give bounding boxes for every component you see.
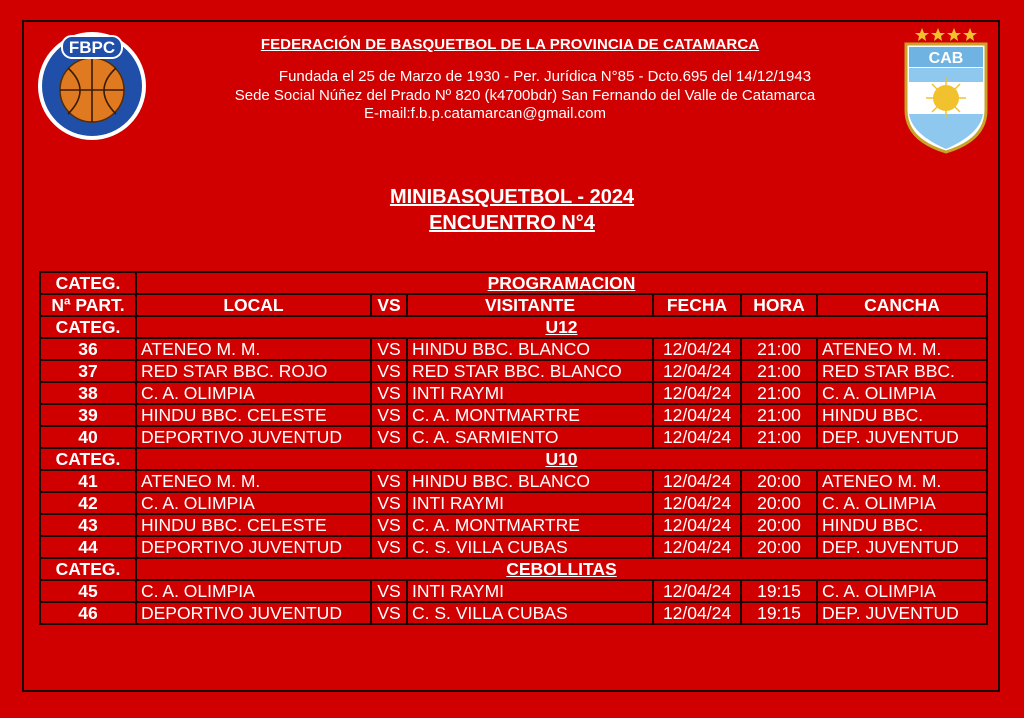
col-header-vs: VS [371, 294, 407, 316]
vs-label: VS [371, 338, 407, 360]
match-time: 20:00 [741, 492, 817, 514]
visiting-team: C. A. MONTMARTRE [407, 404, 653, 426]
categ-header: CATEG. [40, 272, 136, 294]
category-row [40, 558, 987, 580]
vs-label: VS [371, 492, 407, 514]
email-line: E-mail:f.b.p.catamarcan@gmail.com [364, 105, 606, 122]
fbpc-logo [36, 30, 148, 142]
visiting-team: HINDU BBC. BLANCO [407, 338, 653, 360]
visiting-team: C. A. SARMIENTO [407, 426, 653, 448]
match-number: 41 [40, 470, 136, 492]
table-row [40, 338, 987, 360]
col-header-fecha: FECHA [653, 294, 741, 316]
table-row [40, 602, 987, 624]
visiting-team: INTI RAYMI [407, 580, 653, 602]
table-row [40, 426, 987, 448]
category-row [40, 448, 987, 470]
match-date: 12/04/24 [653, 360, 741, 382]
table-row [40, 382, 987, 404]
court: HINDU BBC. [817, 404, 987, 426]
match-number: 43 [40, 514, 136, 536]
court: HINDU BBC. [817, 514, 987, 536]
col-header-hora: HORA [741, 294, 817, 316]
court: C. A. OLIMPIA [817, 382, 987, 404]
match-date: 12/04/24 [653, 580, 741, 602]
court: C. A. OLIMPIA [817, 580, 987, 602]
category-name: U12 [136, 316, 987, 338]
match-time: 21:00 [741, 360, 817, 382]
vs-label: VS [371, 470, 407, 492]
court: DEP. JUVENTUD [817, 426, 987, 448]
court: C. A. OLIMPIA [817, 492, 987, 514]
vs-label: VS [371, 426, 407, 448]
col-header-local: LOCAL [136, 294, 371, 316]
match-time: 19:15 [741, 580, 817, 602]
match-time: 20:00 [741, 470, 817, 492]
match-date: 12/04/24 [653, 492, 741, 514]
visiting-team: INTI RAYMI [407, 382, 653, 404]
federation-title: FEDERACIÓN DE BASQUETBOL DE LA PROVINCIA DE CATAMARCA [260, 36, 760, 53]
match-number: 38 [40, 382, 136, 404]
event-subtitle: ENCUENTRO N°4 [429, 212, 595, 234]
category-name: CEBOLLITAS [136, 558, 987, 580]
visiting-team: HINDU BBC. BLANCO [407, 470, 653, 492]
visiting-team: C. S. VILLA CUBAS [407, 536, 653, 558]
visiting-team: C. A. MONTMARTRE [407, 514, 653, 536]
local-team: HINDU BBC. CELESTE [136, 404, 371, 426]
founded-line: Fundada el 25 de Marzo de 1930 - Per. Jurídica N°85 - Dcto.695 del 14/12/1943 [278, 68, 812, 85]
category-row [40, 316, 987, 338]
court: ATENEO M. M. [817, 338, 987, 360]
local-team: C. A. OLIMPIA [136, 580, 371, 602]
vs-label: VS [371, 404, 407, 426]
local-team: C. A. OLIMPIA [136, 492, 371, 514]
match-time: 21:00 [741, 404, 817, 426]
match-time: 20:00 [741, 536, 817, 558]
table-row [40, 580, 987, 602]
vs-label: VS [371, 536, 407, 558]
visiting-team: C. S. VILLA CUBAS [407, 602, 653, 624]
address-line: Sede Social Núñez del Prado Nº 820 (k4700bdr) San Fernando del Valle de Catamarca [234, 87, 816, 104]
vs-label: VS [371, 360, 407, 382]
match-number: 39 [40, 404, 136, 426]
table-header-row-1 [40, 272, 987, 294]
schedule-table [39, 271, 988, 625]
visiting-team: INTI RAYMI [407, 492, 653, 514]
match-date: 12/04/24 [653, 338, 741, 360]
table-header-row-2 [40, 294, 987, 316]
local-team: ATENEO M. M. [136, 338, 371, 360]
match-date: 12/04/24 [653, 404, 741, 426]
col-header-part: Nª PART. [40, 294, 136, 316]
event-title: MINIBASQUETBOL - 2024 [389, 186, 635, 208]
court: RED STAR BBC. [817, 360, 987, 382]
match-number: 42 [40, 492, 136, 514]
local-team: RED STAR BBC. ROJO [136, 360, 371, 382]
match-date: 12/04/24 [653, 514, 741, 536]
match-time: 20:00 [741, 514, 817, 536]
match-date: 12/04/24 [653, 602, 741, 624]
match-number: 37 [40, 360, 136, 382]
match-time: 21:00 [741, 426, 817, 448]
vs-label: VS [371, 382, 407, 404]
cab-logo [900, 22, 992, 154]
category-label: CATEG. [40, 558, 136, 580]
local-team: HINDU BBC. CELESTE [136, 514, 371, 536]
vs-label: VS [371, 602, 407, 624]
table-row [40, 404, 987, 426]
cab-logo-text: CAB [928, 50, 964, 67]
category-name: U10 [136, 448, 987, 470]
col-header-visitante: VISITANTE [407, 294, 653, 316]
court: DEP. JUVENTUD [817, 536, 987, 558]
col-header-cancha: CANCHA [817, 294, 987, 316]
match-date: 12/04/24 [653, 382, 741, 404]
table-row [40, 536, 987, 558]
match-time: 21:00 [741, 382, 817, 404]
match-number: 44 [40, 536, 136, 558]
category-label: CATEG. [40, 448, 136, 470]
local-team: C. A. OLIMPIA [136, 382, 371, 404]
table-row [40, 514, 987, 536]
fbpc-logo-text: FBPC [68, 38, 116, 57]
visiting-team: RED STAR BBC. BLANCO [407, 360, 653, 382]
local-team: ATENEO M. M. [136, 470, 371, 492]
court: ATENEO M. M. [817, 470, 987, 492]
match-number: 46 [40, 602, 136, 624]
match-date: 12/04/24 [653, 536, 741, 558]
local-team: DEPORTIVO JUVENTUD [136, 602, 371, 624]
court: DEP. JUVENTUD [817, 602, 987, 624]
match-time: 19:15 [741, 602, 817, 624]
table-row [40, 492, 987, 514]
match-date: 12/04/24 [653, 426, 741, 448]
match-time: 21:00 [741, 338, 817, 360]
programacion-header: PROGRAMACION [136, 272, 987, 294]
match-date: 12/04/24 [653, 470, 741, 492]
category-label: CATEG. [40, 316, 136, 338]
local-team: DEPORTIVO JUVENTUD [136, 536, 371, 558]
match-number: 45 [40, 580, 136, 602]
vs-label: VS [371, 514, 407, 536]
table-row [40, 470, 987, 492]
vs-label: VS [371, 580, 407, 602]
match-number: 40 [40, 426, 136, 448]
table-row [40, 360, 987, 382]
local-team: DEPORTIVO JUVENTUD [136, 426, 371, 448]
match-number: 36 [40, 338, 136, 360]
